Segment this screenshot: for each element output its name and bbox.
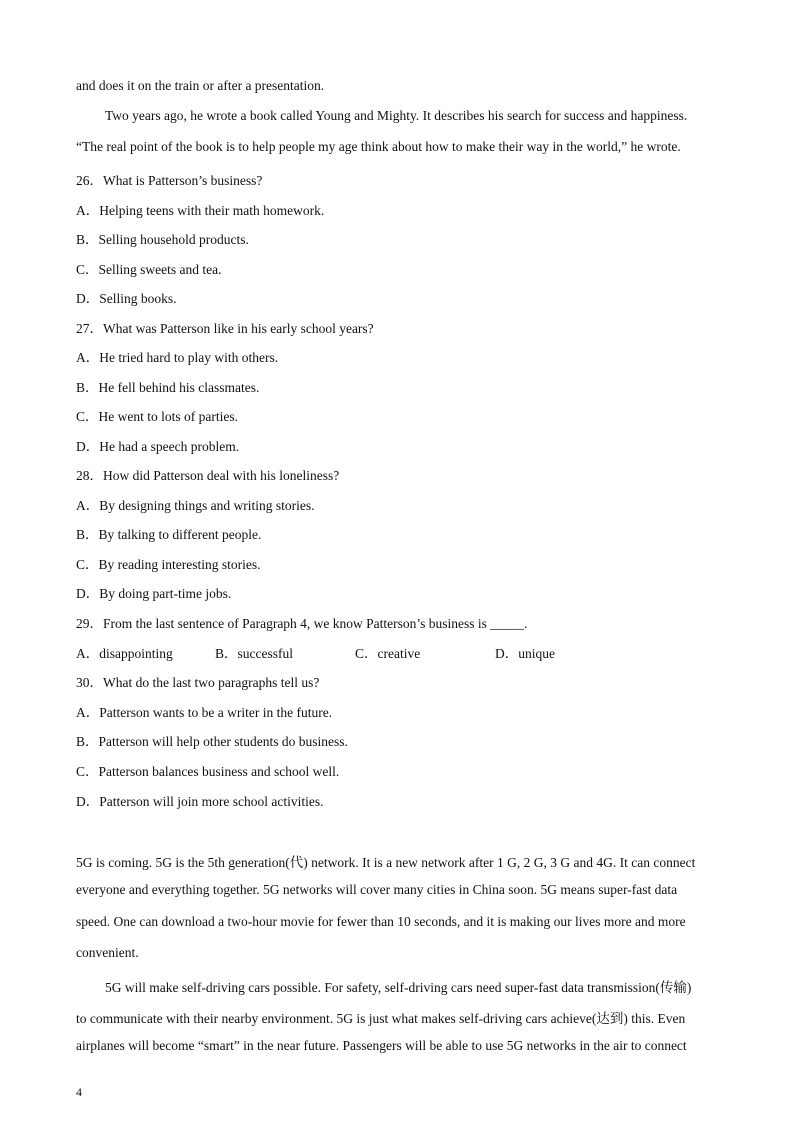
answer-option: D．By doing part-time jobs. [76,586,232,601]
answer-option: B．By talking to different people. [76,527,262,542]
question-stem: 27．What was Patterson like in his early school years? [76,321,374,336]
answer-option: D．He had a speech problem. [76,439,240,454]
answer-option: B．successful [215,646,293,661]
passage-b-line: everyone and everything together. 5G networks will cover many cities in China soon. 5G means super-fast data [76,882,678,897]
answer-option: C．creative [355,646,421,661]
passage-b-line: speed. One can download a two-hour movie for fewer than 10 seconds, and it is making our lives more and more [76,914,686,929]
answer-option: C．By reading interesting stories. [76,557,261,572]
answer-option: A．disappointing [76,646,173,661]
answer-option: D．Patterson will join more school activities. [76,794,324,809]
passage-a-line: “The real point of the book is to help people my age think about how to make their way in the world,” he wrote. [76,139,681,154]
question-stem: 29．From the last sentence of Paragraph 4, we know Patterson’s business is _____. [76,616,528,631]
passage-b-line: convenient. [76,945,139,960]
passage-a-line: Two years ago, he wrote a book called Young and Mighty. It describes his search for success and happiness. [105,108,688,123]
answer-option: A．He tried hard to play with others. [76,350,279,365]
answer-option: C．Patterson balances business and school well. [76,764,340,779]
answer-options-row [76,642,716,660]
passage-b-line: 5G is coming. 5G is the 5th generation(代) network. It is a new network after 1 G, 2 G, 3 G and 4G. It can connect [76,855,696,870]
answer-option: B．Selling household products. [76,232,249,247]
answer-option: A．Patterson wants to be a writer in the future. [76,705,333,720]
passage-a-line: and does it on the train or after a presentation. [76,78,325,93]
page-number: 4 [76,1085,82,1099]
answer-option: D．Selling books. [76,291,177,306]
answer-option: D．unique [495,646,555,661]
passage-b-line: airplanes will become “smart” in the near future. Passengers will be able to use 5G networks in the air to connect [76,1038,687,1053]
passage-b-line: 5G will make self-driving cars possible. For safety, self-driving cars need super-fast data transmission(传输) [105,980,692,995]
answer-option: C．He went to lots of parties. [76,409,238,424]
passage-b-line: to communicate with their nearby environment. 5G is just what makes self-driving cars achieve(达到) this. Even [76,1011,686,1026]
answer-option: B．Patterson will help other students do business. [76,734,348,749]
answer-option: A．Helping teens with their math homework. [76,203,325,218]
question-stem: 26．What is Patterson’s business? [76,173,263,188]
question-stem: 28．How did Patterson deal with his loneliness? [76,468,340,483]
answer-option: A．By designing things and writing stories. [76,498,315,513]
question-stem: 30．What do the last two paragraphs tell us? [76,675,320,690]
answer-option: C．Selling sweets and tea. [76,262,222,277]
answer-option: B．He fell behind his classmates. [76,380,260,395]
